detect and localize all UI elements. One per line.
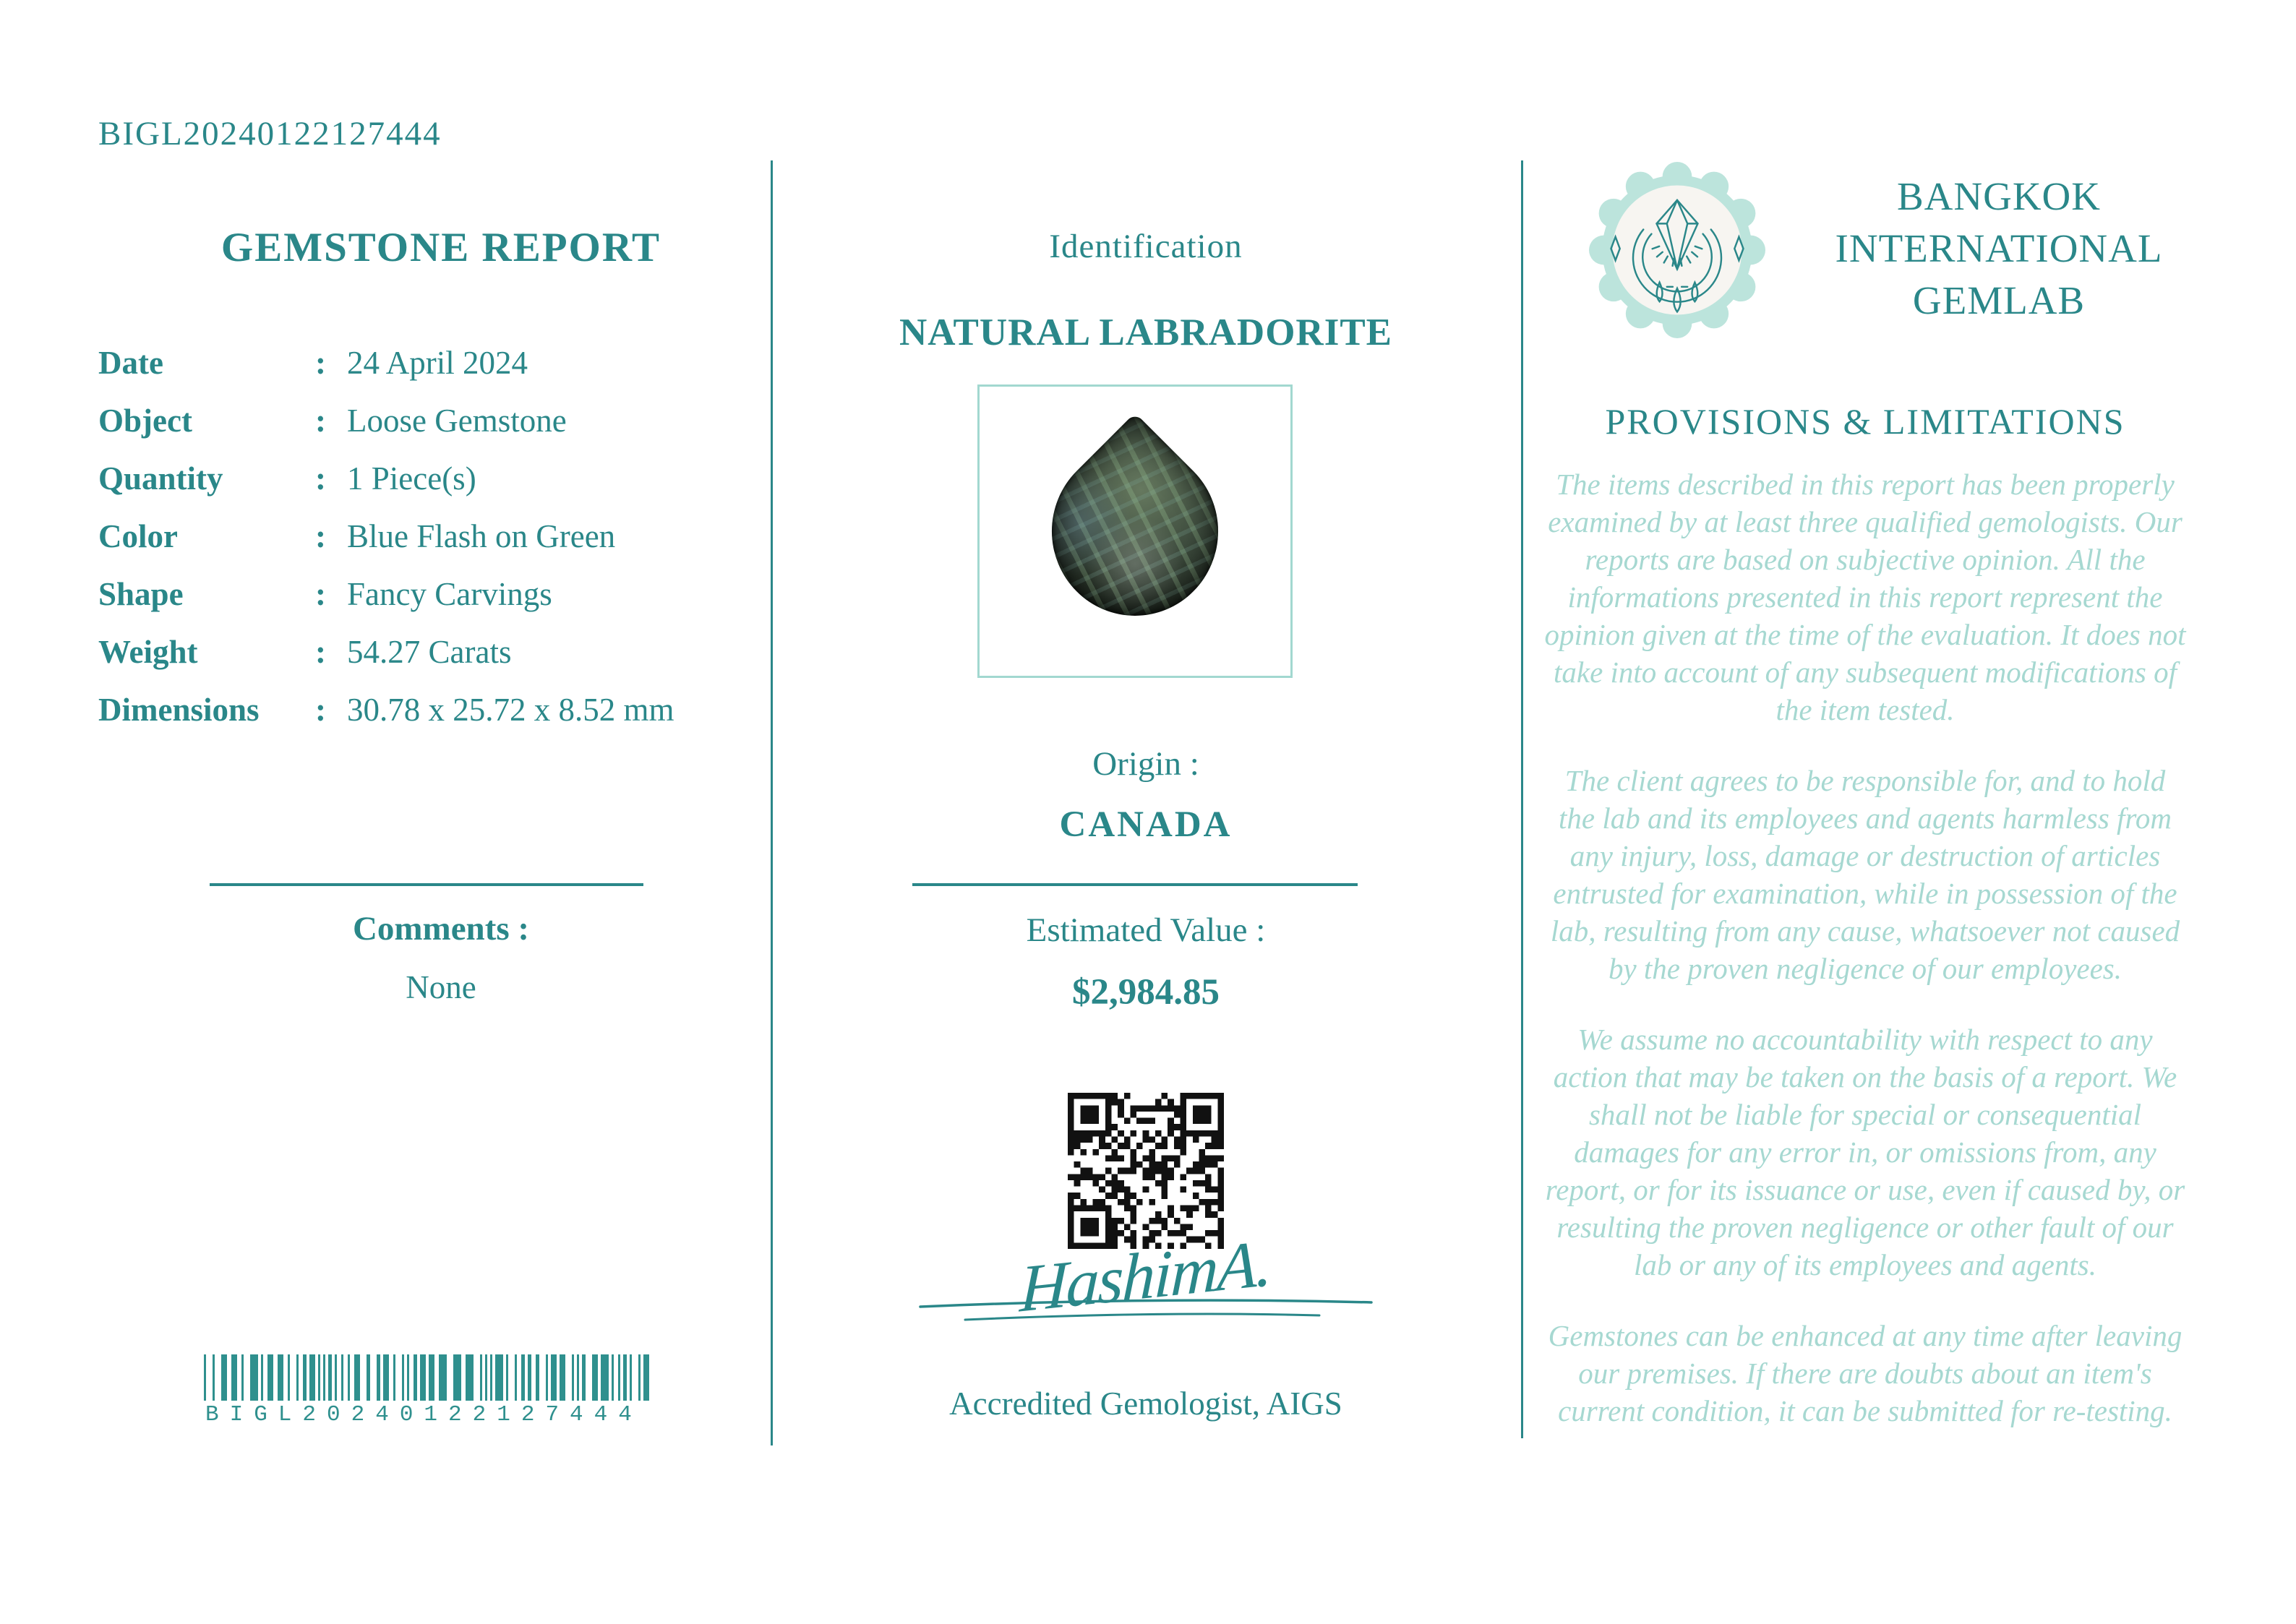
field-label: Shape: [98, 576, 184, 612]
lab-name-line: BANGKOK: [1897, 174, 2101, 218]
field-row: [98, 392, 749, 450]
field-row: [98, 681, 749, 739]
field-label: Quantity: [98, 460, 223, 497]
signature: [857, 1225, 1435, 1328]
field-value: 24 April 2024: [347, 345, 528, 381]
field-row: [98, 623, 749, 681]
estimated-value-amount: $2,984.85: [1072, 972, 1220, 1013]
comments-value: None: [406, 969, 476, 1005]
field-label: Date: [98, 345, 163, 381]
field-label: Weight: [98, 634, 198, 670]
provisions-paragraph: The client agrees to be responsible for, and to hold the lab and its employees and agents harmless from any injury, loss, damage or destruction of articles entrusted for examination, while in possession of the lab, resulting from any cause, whatsoever not caused by the proven negligence of our employees.: [1550, 764, 2180, 985]
field-value: 1 Piece(s): [347, 460, 476, 497]
field-value: 30.78 x 25.72 x 8.52 mm: [347, 692, 674, 728]
field-label: Dimensions: [98, 692, 260, 728]
field-label: Color: [98, 518, 178, 554]
column-divider-right: [1521, 160, 1523, 1438]
barcode-text: BIGL20240122127444: [205, 1402, 643, 1427]
column-divider-left: [771, 160, 773, 1445]
report-number: BIGL20240122127444: [98, 115, 442, 152]
origin-label: Origin :: [1092, 745, 1199, 783]
field-value: Blue Flash on Green: [347, 518, 616, 554]
gem-photo: [1016, 413, 1254, 650]
report-fields: [98, 334, 749, 739]
field-value: Fancy Carvings: [347, 576, 552, 612]
provisions-paragraph: Gemstones can be enhanced at any time after leaving our premises. If there are doubts about an item's current condition, it can be submitted for re-testing.: [1548, 1319, 2183, 1427]
signer-title: Accredited Gemologist, AIGS: [949, 1385, 1342, 1422]
field-colon: :: [315, 692, 326, 728]
gem-name: NATURAL LABRADORITE: [899, 312, 1393, 353]
field-value: Loose Gemstone: [347, 403, 567, 439]
field-colon: :: [315, 634, 326, 670]
provisions-paragraph: We assume no accountability with respect to any action that may be taken on the basis of a report. We shall not be liable for special or consequential damages for any error in, or omissions from, any report, or for its issuance or use, even if caused by, or resulting the proven negligence or other fault of our lab or any of its employees and agents.: [1545, 1023, 2185, 1281]
report-title: GEMSTONE REPORT: [220, 225, 661, 270]
field-row: [98, 507, 749, 565]
lab-name: [1742, 171, 2256, 327]
gemlab-logo: [1589, 162, 1765, 338]
barcode-bars: [202, 1354, 654, 1401]
barcode: [202, 1354, 654, 1427]
gem-photo-frame: [977, 384, 1293, 678]
field-label: Object: [98, 403, 192, 439]
provisions-paragraph: The items described in this report has been properly examined by at least three qualified gemologists. Our reports are based on subjective opinion. All the informations presented in this report represent the opinion given at the time of the evaluation. It does not take into account of any subsequent modifications of the item tested.: [1544, 468, 2186, 726]
lab-name-line: GEMLAB: [1912, 278, 2086, 322]
field-colon: :: [315, 403, 326, 439]
comments-label: Comments :: [352, 910, 530, 948]
field-row: [98, 565, 749, 623]
value-divider: [912, 883, 1358, 886]
estimated-value-label: Estimated Value :: [1026, 911, 1266, 949]
field-colon: :: [315, 460, 326, 497]
provisions-heading: PROVISIONS & LIMITATIONS: [1605, 401, 2125, 442]
provisions-paragraphs: [1543, 465, 2187, 1463]
comments-divider: [210, 883, 643, 886]
field-colon: :: [315, 518, 326, 554]
field-colon: :: [315, 345, 326, 381]
qr-code: [1068, 1093, 1224, 1249]
field-row: [98, 334, 749, 392]
signature-name: HashimA.: [1019, 1225, 1273, 1326]
field-row: [98, 450, 749, 507]
lab-name-line: INTERNATIONAL: [1835, 226, 2163, 270]
identification-heading: Identification: [1049, 228, 1243, 265]
field-value: 54.27 Carats: [347, 634, 512, 670]
field-colon: :: [315, 576, 326, 612]
origin-value: CANADA: [1059, 804, 1233, 845]
